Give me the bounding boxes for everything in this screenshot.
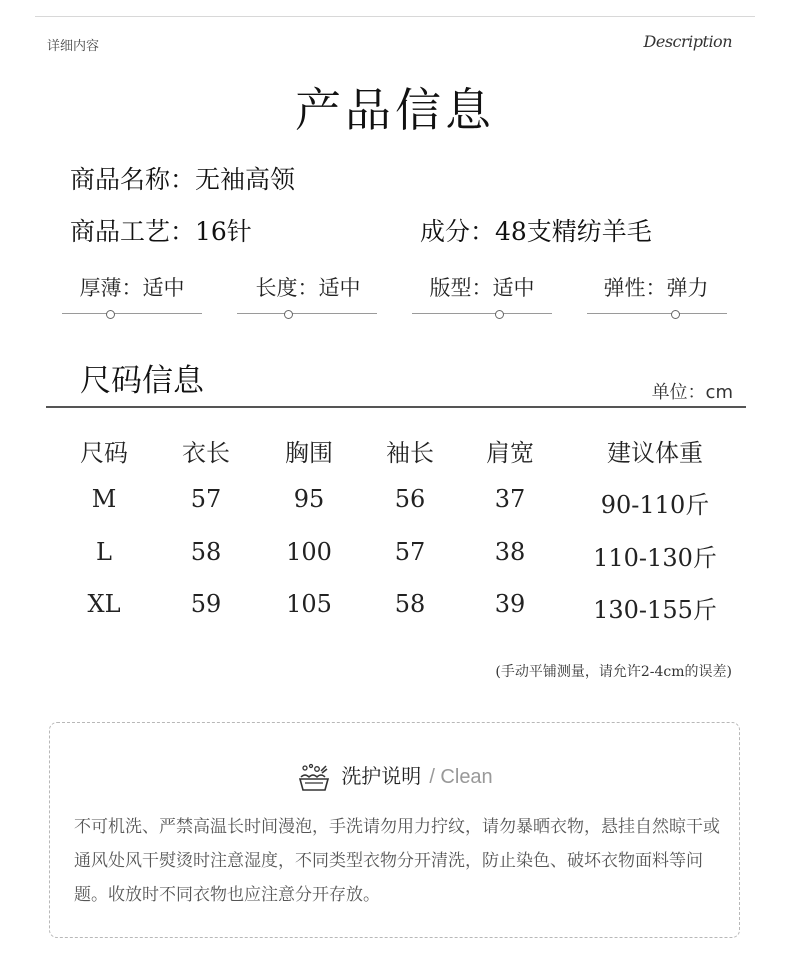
table-header: 建议体重 (607, 439, 703, 467)
table-cell: 58 (190, 538, 222, 566)
scale-marker (106, 310, 115, 319)
size-section-title: 尺码信息 (80, 363, 204, 399)
table-cell: 38 (494, 538, 526, 566)
table-cell: 105 (286, 590, 332, 618)
size-unit: 单位：cm (651, 382, 733, 403)
care-title (0, 760, 790, 793)
table-cell: 58 (394, 590, 426, 618)
table-header: 肩宽 (486, 439, 534, 467)
attribute-length: 长度：适中 (255, 276, 361, 300)
page-title: 产品信息 (295, 83, 495, 137)
table-cell: 90-110斤 (600, 491, 710, 519)
table-cell: 130-155斤 (593, 596, 717, 624)
table-header: 衣长 (182, 439, 230, 467)
table-header: 尺码 (80, 439, 128, 467)
table-cell: 57 (394, 538, 426, 566)
care-instructions: 不可机洗、严禁高温长时间漫泡，手洗请勿用力拧纹，请勿暴晒衣物，悬挂自然晾干或通风处风干熨烫时注意湿度，不同类型衣物分开清洗，防止染色、破坏衣物面料等问题。收放时不同衣物也应注意分开存放。 (74, 817, 720, 905)
table-cell: XL (87, 590, 121, 618)
table-header: 袖长 (386, 439, 434, 467)
table-header: 胸围 (285, 439, 333, 467)
care-title-text: 洗护说明 (341, 764, 422, 788)
scale-marker (495, 310, 504, 319)
table-cell: 39 (494, 590, 526, 618)
length-scale (237, 307, 377, 321)
product-craft: 商品工艺：16针 (70, 217, 252, 246)
table-cell: 95 (293, 485, 325, 513)
fit-scale (412, 307, 552, 321)
measurement-note: (手动平铺测量，请允许2-4cm的误差) (495, 664, 732, 680)
attribute-fit: 版型：适中 (429, 276, 535, 300)
table-cell: 57 (190, 485, 222, 513)
attribute-thickness: 厚薄：适中 (79, 276, 185, 300)
section-label: 详细内容 (47, 39, 100, 54)
size-divider (46, 406, 746, 408)
scale-marker (671, 310, 680, 319)
section-label-en: Description (643, 32, 732, 51)
scale-marker (284, 310, 293, 319)
care-title-en: / Clean (429, 766, 493, 788)
table-cell: 100 (286, 538, 332, 566)
thickness-scale (62, 307, 202, 321)
table-cell: 110-130斤 (593, 544, 717, 572)
table-cell: 37 (494, 485, 526, 513)
wash-basin-icon (297, 763, 331, 793)
top-divider (35, 16, 755, 17)
product-composition: 成分：48支精纺羊毛 (420, 217, 652, 246)
attribute-elasticity: 弹性：弹力 (603, 276, 709, 300)
table-cell: L (96, 538, 112, 566)
table-cell: 56 (394, 485, 426, 513)
table-cell: M (91, 485, 117, 513)
table-cell: 59 (190, 590, 222, 618)
elasticity-scale (587, 307, 727, 321)
product-name: 商品名称：无袖高领 (70, 165, 296, 194)
